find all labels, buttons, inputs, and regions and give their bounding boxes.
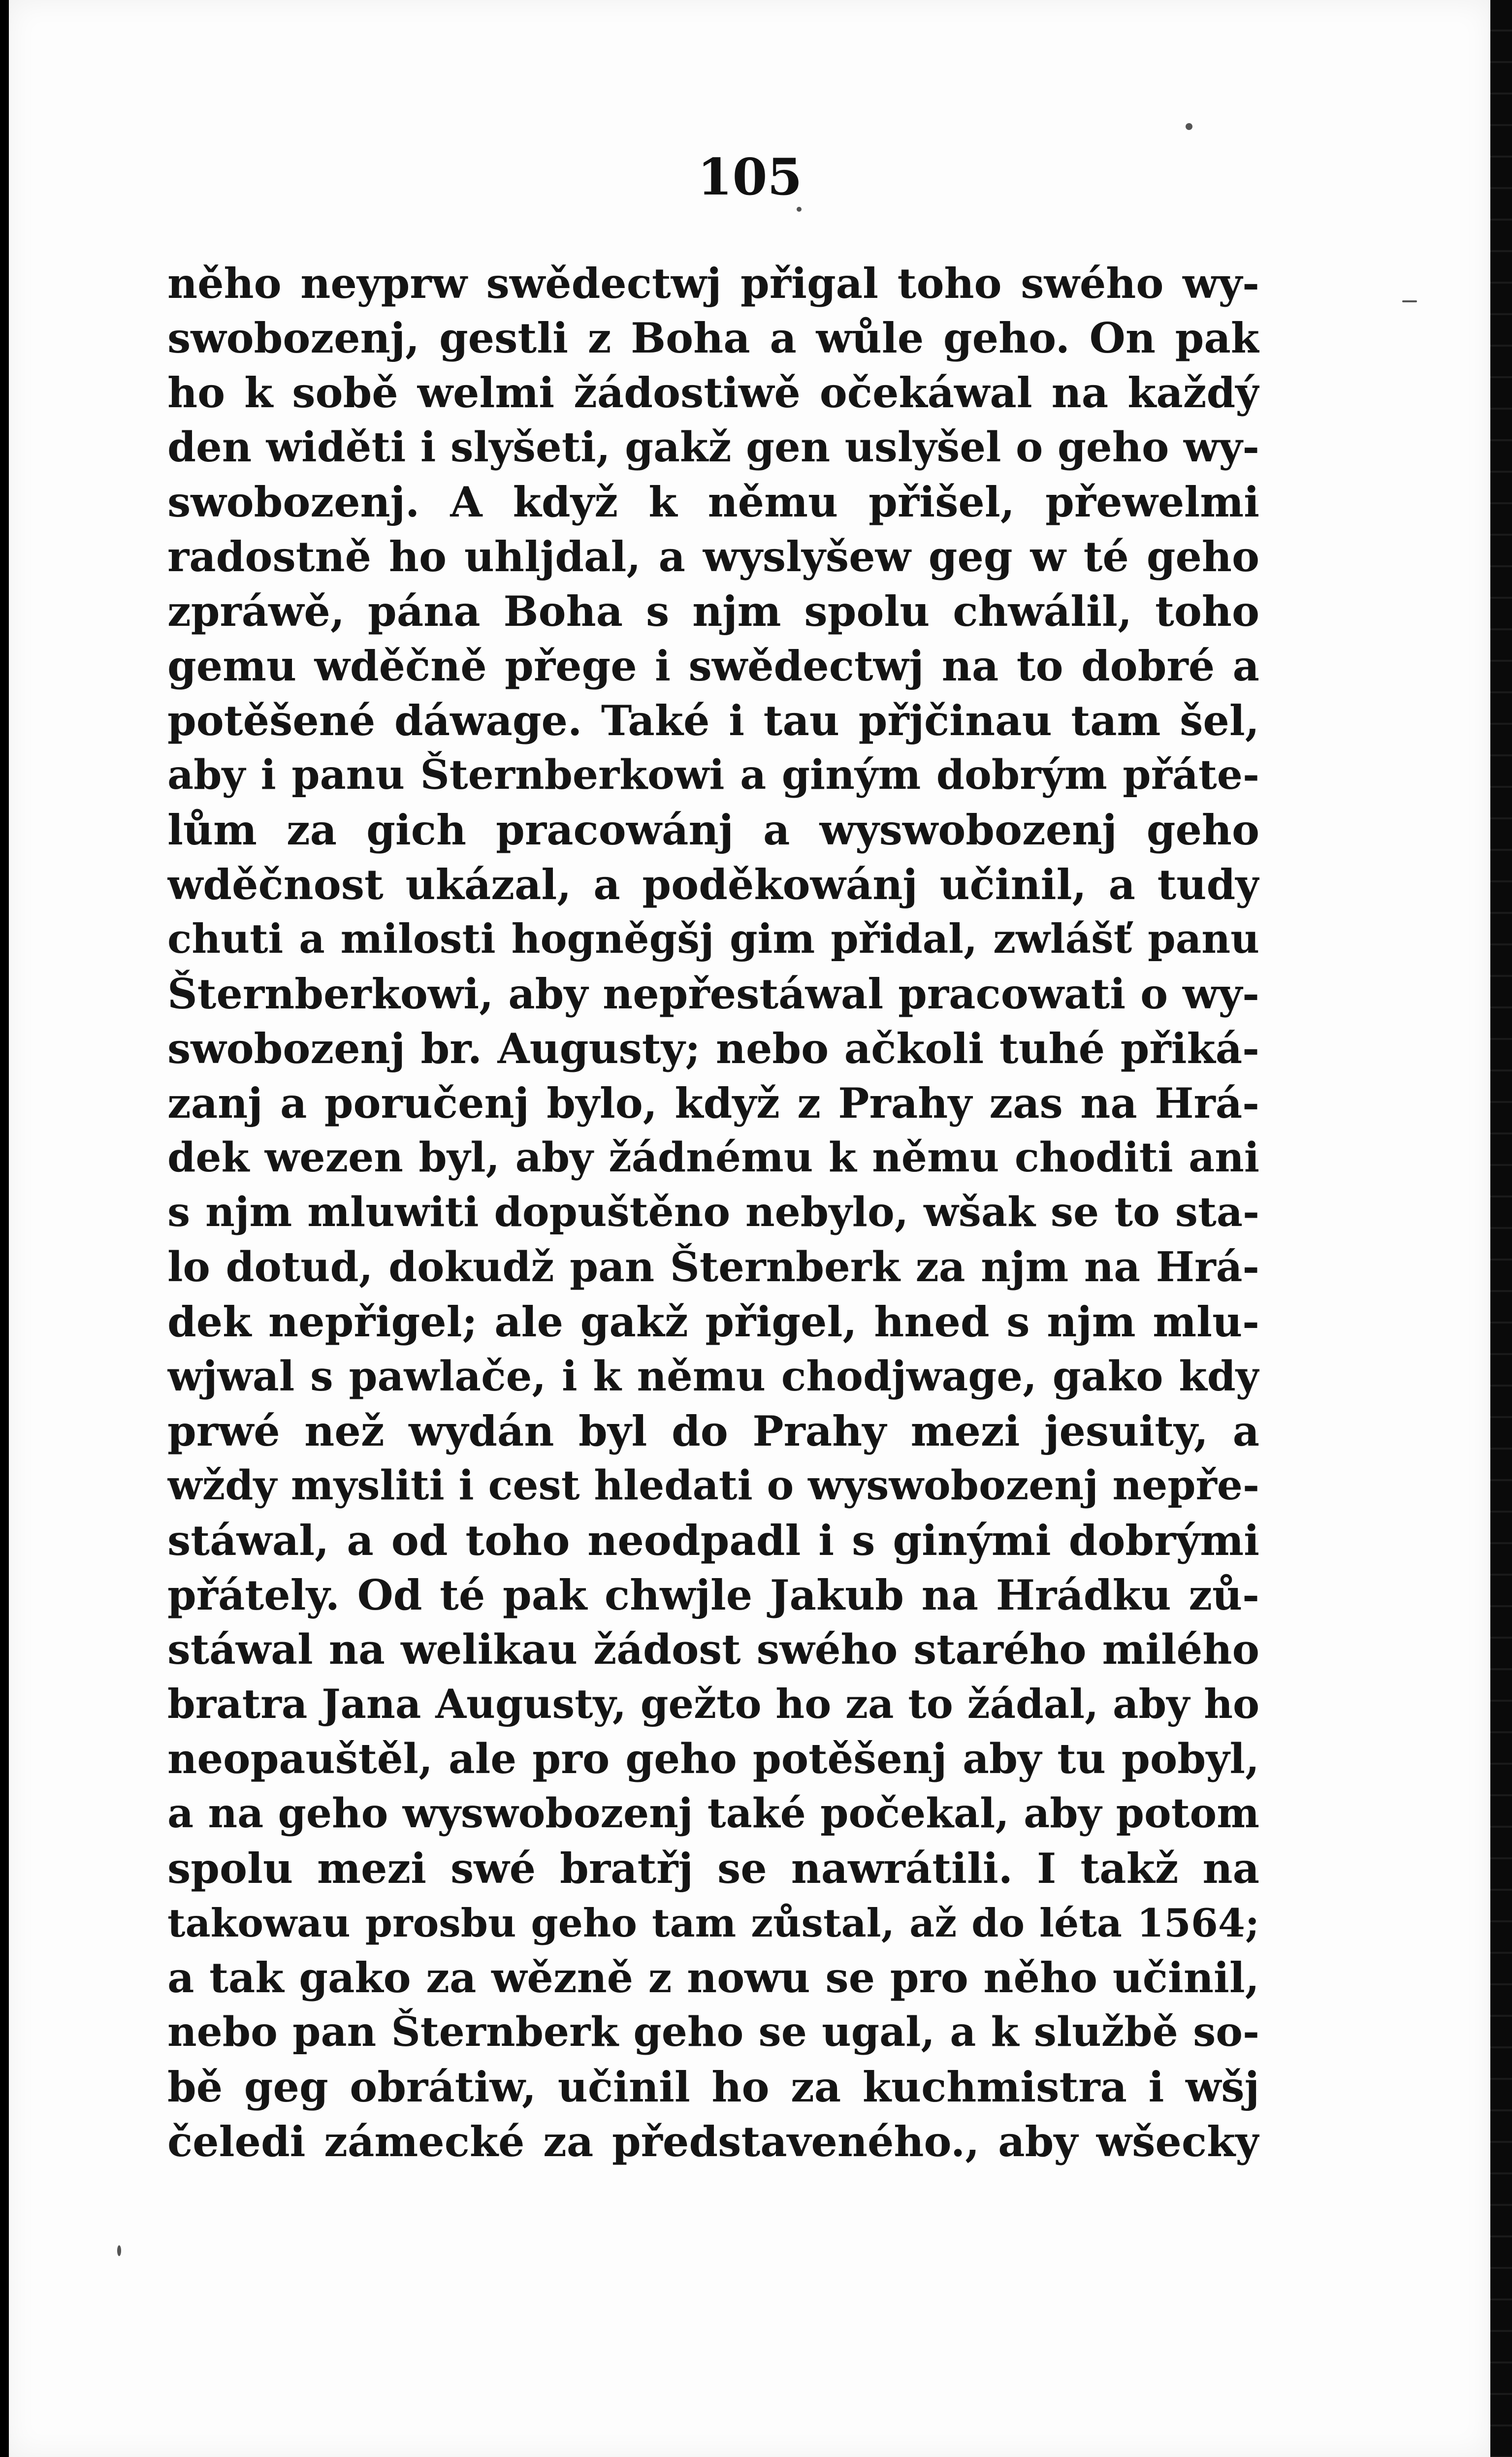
text-line: wděčnost ukázal, a poděkowánj učinil, a tudy (167, 860, 1259, 909)
text-line: neopauštěl, ale pro geho potěšenj aby tu pobyl, (167, 1735, 1259, 1783)
text-line: stáwal na welikau žádost swého starého milého (167, 1625, 1259, 1674)
text-line: a na geho wyswobozenj také počekal, aby potom (167, 1790, 1259, 1837)
text-line: gemu wděčně přege i swědectwj na to dobré a (167, 642, 1259, 690)
text-line: něho neyprw swědectwj přigal toho swého wy- (167, 259, 1259, 308)
paper-speck (797, 207, 802, 212)
text-line: radostně ho uhljdal, a wyslyšew geg w té geho (167, 532, 1259, 581)
text-line: swobozenj br. Augusty; nebo ačkoli tuhé přiká- (167, 1024, 1259, 1073)
text-line: dek wezen byl, aby žádnému k němu choditi ani (167, 1134, 1259, 1181)
text-line: ho k sobě welmi žádostiwě očekáwal na každý (167, 368, 1259, 417)
text-line: lům za gich pracowánj a wyswobozenj geho (167, 806, 1259, 854)
text-line: zanj a poručenj bylo, když z Prahy zas na Hrá- (167, 1079, 1259, 1128)
text-line: s njm mluwiti dopuštěno nebylo, wšak se to sta- (167, 1189, 1259, 1236)
text-line: přátely. Od té pak chwjle Jakub na Hrádku zů- (167, 1571, 1259, 1619)
text-line: a tak gako za wězně z nowu se pro něho učinil, (167, 1953, 1259, 2002)
text-line: wjwal s pawlače, i k němu chodjwage, gako kdy (167, 1352, 1259, 1400)
text-line: wždy mysliti i cest hledati o wyswobozenj nepře- (167, 1462, 1259, 1509)
paper-speck (117, 2245, 121, 2256)
text-line: Šternberkowi, aby nepřestáwal pracowati o wy- (167, 970, 1259, 1018)
text-line: nebo pan Šternberk geho se ugal, a k službě so- (167, 2008, 1259, 2056)
text-line: čeledi zámecké za představeného., aby wšecky (167, 2117, 1259, 2166)
text-line: chuti a milosti hogněgšj gim přidal, zwlášť panu (167, 916, 1259, 963)
paper-speck (1402, 300, 1417, 302)
text-line: lo dotud, dokudž pan Šternberk za njm na Hrá- (167, 1243, 1259, 1291)
text-line: aby i panu Šternberkowi a giným dobrým přáte- (167, 751, 1259, 799)
text-line: potěšené dáwage. Také i tau přjčinau tam šel, (167, 696, 1259, 745)
book-binding-edge (1490, 0, 1512, 2457)
text-line: swobozenj, gestli z Boha a wůle geho. On pak (167, 314, 1259, 362)
text-line: prwé než wydán byl do Prahy mezi jesuity, a (167, 1407, 1259, 1455)
text-line: bě geg obrátiw, učinil ho za kuchmistra i wšj (167, 2063, 1259, 2111)
paper-speck (1186, 123, 1192, 130)
book-page (9, 0, 1491, 2457)
text-line: den widěti i slyšeti, gakž gen uslyšel o geho wy- (167, 423, 1259, 471)
text-line: swobozenj. A když k němu přišel, přewelmi (167, 478, 1259, 526)
body-text (167, 256, 1259, 2169)
text-line: spolu mezi swé bratřj se nawrátili. I takž na (167, 1844, 1259, 1893)
text-line: dek nepřigel; ale gakž přigel, hned s njm mlu- (167, 1297, 1259, 1346)
text-line: bratra Jana Augusty, gežto ho za to žádal, aby ho (167, 1681, 1259, 1728)
text-line: takowau prosbu geho tam zůstal, až do léta 1564; (167, 1900, 1259, 1946)
text-line: stáwal, a od toho neodpadl i s ginými dobrými (167, 1516, 1259, 1565)
page-number: 105 (697, 148, 803, 207)
text-line: zpráwě, pána Boha s njm spolu chwálil, toho (167, 587, 1259, 636)
